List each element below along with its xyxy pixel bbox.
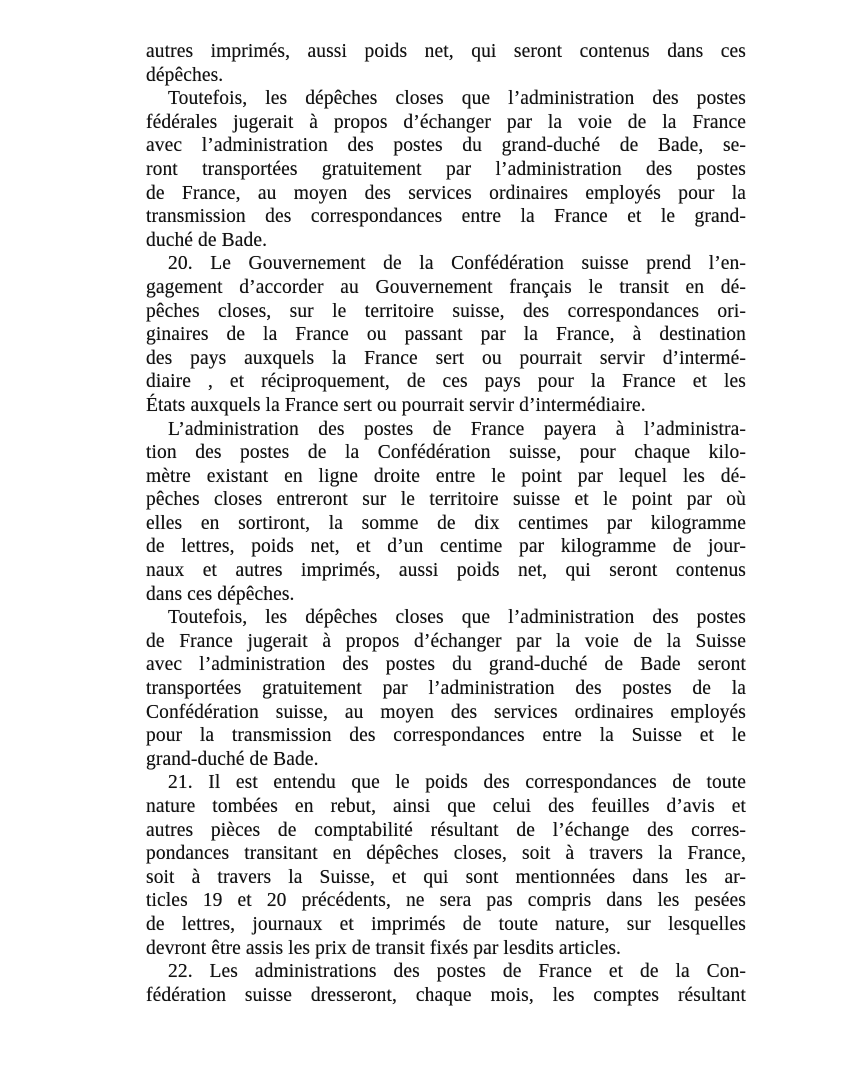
text-line: Toutefois, les dépêches closes que l’administration des postes xyxy=(168,88,746,110)
text-line: États auxquels la France sert ou pourrait servir d’intermédiaire. xyxy=(146,394,646,416)
text-line: avec l’administration des postes du grand-duché de Bade, se- xyxy=(146,135,746,157)
text-line: de lettres, journaux et imprimés de toute nature, sur lesquelles xyxy=(146,913,746,935)
text-line: nature tombées en rebut, ainsi que celui des feuilles d’avis et xyxy=(146,796,746,817)
text-line: de France, au moyen des services ordinaires employés pour la xyxy=(146,182,746,204)
paragraph xyxy=(146,418,746,607)
text-line: pour la transmission des correspondances entre la Suisse et le xyxy=(146,725,746,747)
text-line: des pays auxquels la France sert ou pourrait servir d’intermé- xyxy=(146,347,746,369)
paragraph xyxy=(146,606,746,771)
text-line: 22. Les administrations des postes de France et de la Con- xyxy=(168,961,746,983)
text-line: soit à travers la Suisse, et qui sont mentionnées dans les ar- xyxy=(146,866,746,888)
text-line: avec l’administration des postes du grand-duché de Bade seront xyxy=(146,654,746,676)
text-line: grand-duché de Bade. xyxy=(146,748,319,770)
text-line: mètre existant en ligne droite entre le point par lequel les dé- xyxy=(146,465,746,487)
text-line: elles en sortiront, la somme de dix centimes par kilogramme xyxy=(146,512,746,534)
paragraph xyxy=(146,960,746,1007)
text-line: ticles 19 et 20 précédents, ne sera pas compris dans les pesées xyxy=(146,890,746,912)
paragraph xyxy=(146,771,746,960)
text-line: transportées gratuitement par l’administration des postes de la xyxy=(146,678,746,700)
text-line: 20. Le Gouvernement de la Confédération suisse prend l’en- xyxy=(168,253,746,275)
text-line: pêches closes entreront sur le territoire suisse et le point par où xyxy=(146,489,746,511)
text-line: autres pièces de comptabilité résultant de l’échange des corres- xyxy=(146,819,746,841)
text-line: pondances transitant en dépêches closes, soit à travers la France, xyxy=(146,843,746,865)
text-line: gagement d’accorder au Gouvernement français le transit en dé- xyxy=(146,276,746,298)
text-line: fédérales jugerait à propos d’échanger par la voie de la France xyxy=(146,111,746,133)
page-text xyxy=(146,40,746,1007)
text-line: L’administration des postes de France payera à l’administra- xyxy=(168,418,746,440)
text-line: fédération suisse dresseront, chaque mois, les comptes résultant xyxy=(146,984,746,1006)
text-line: de France jugerait à propos d’échanger par la voie de la Suisse xyxy=(146,630,746,652)
text-line: naux et autres imprimés, aussi poids net, qui seront contenus xyxy=(146,560,746,582)
text-line: de lettres, poids net, et d’un centime par kilogramme de jour- xyxy=(146,536,746,558)
text-line: Confédération suisse, au moyen des services ordinaires employés xyxy=(146,701,746,723)
text-line: dépêches. xyxy=(146,64,224,86)
text-line: diaire , et réciproquement, de ces pays pour la France et les xyxy=(146,371,746,393)
text-line: tion des postes de la Confédération suisse, pour chaque kilo- xyxy=(146,442,746,464)
paragraph xyxy=(146,40,746,87)
text-line: devront être assis les prix de transit fixés par lesdits articles. xyxy=(146,937,622,959)
text-line: duché de Bade. xyxy=(146,229,268,251)
paragraph xyxy=(146,87,746,252)
text-line: ginaires de la France ou passant par la France, à destination xyxy=(146,324,746,346)
text-line: autres imprimés, aussi poids net, qui seront contenus dans ces xyxy=(146,41,746,62)
text-line: pêches closes, sur le territoire suisse, des correspondances ori- xyxy=(146,300,746,322)
text-line: 21. Il est entendu que le poids des correspondances de toute xyxy=(168,772,746,794)
text-line: dans ces dépêches. xyxy=(146,583,295,605)
paragraph xyxy=(146,252,746,417)
text-line: transmission des correspondances entre la France et le grand- xyxy=(146,206,746,228)
text-line: Toutefois, les dépêches closes que l’administration des postes xyxy=(168,607,746,629)
text-line: ront transportées gratuitement par l’administration des postes xyxy=(146,158,746,180)
